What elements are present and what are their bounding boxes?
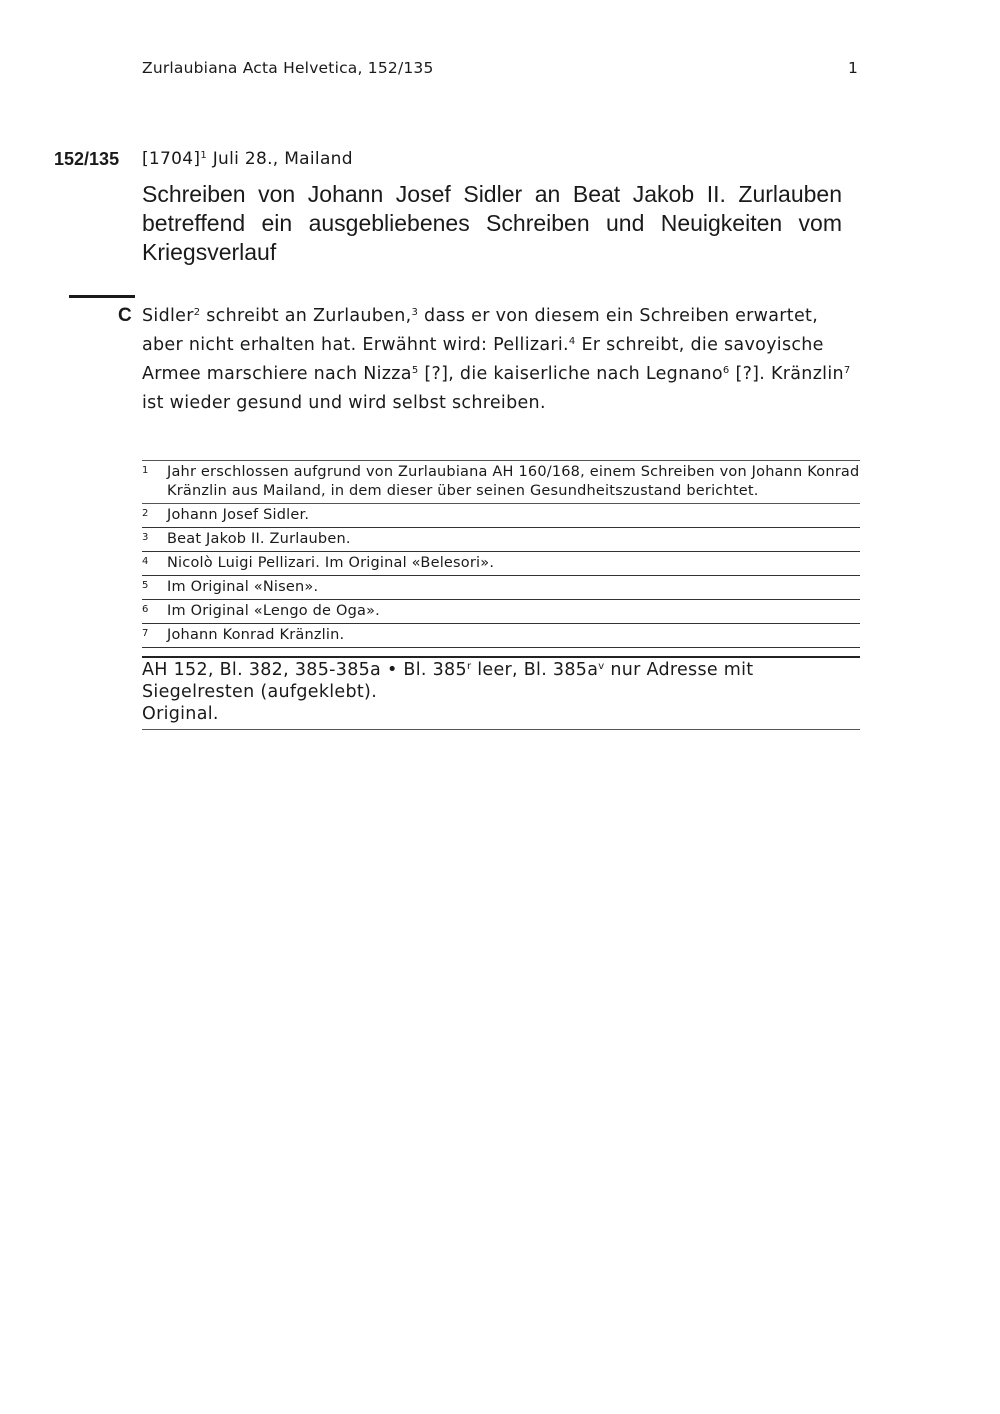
footnote-ref-5: 5 bbox=[411, 365, 419, 376]
footnote bbox=[142, 528, 860, 552]
footnote-ref-4: 4 bbox=[568, 336, 576, 347]
footnote-number: 1 bbox=[142, 465, 149, 476]
summary-part: [?], die kaiserliche nach Legnano bbox=[418, 364, 723, 384]
document-number bbox=[54, 149, 119, 170]
footnote bbox=[142, 600, 860, 624]
footnote-text: Jahr erschlossen aufgrund von Zurlaubiana AH 160/168, einem Schreiben von Johann Konrad Kränzlin aus Mailand, in dem dieser über seinen Gesundheitszustand berichtet. bbox=[167, 464, 860, 499]
summary-part: Sidler bbox=[142, 306, 194, 326]
footnote-text: Johann Konrad Kränzlin. bbox=[167, 627, 345, 643]
footnote-number: 4 bbox=[142, 556, 149, 567]
footnotes-list bbox=[142, 460, 860, 648]
summary-part: schreibt an Zurlauben, bbox=[200, 306, 412, 326]
footnote-text: Im Original «Nisen». bbox=[167, 579, 319, 595]
footnote-number: 6 bbox=[142, 604, 149, 615]
date-line bbox=[142, 149, 353, 169]
footnote-text: Johann Josef Sidler. bbox=[167, 507, 310, 523]
running-title: Zurlaubiana Acta Helvetica, 152/135 bbox=[142, 59, 434, 77]
footnote-ref-2: 2 bbox=[193, 307, 201, 318]
date-bracket: [1704] bbox=[142, 149, 201, 169]
footnote bbox=[142, 504, 860, 528]
document-number-suffix: /135 bbox=[84, 149, 120, 169]
footnote-number: 2 bbox=[142, 508, 149, 519]
verso-mark: v bbox=[598, 661, 605, 672]
footnote-text: Nicolò Luigi Pellizari. Im Original «Belesori». bbox=[167, 555, 495, 571]
footnote-ref-1: 1 bbox=[200, 150, 208, 161]
footnote-number: 3 bbox=[142, 532, 149, 543]
footnote bbox=[142, 552, 860, 576]
summary-text bbox=[142, 302, 852, 418]
footnote bbox=[142, 624, 860, 648]
source-part: AH 152, Bl. 382, 385-385a • Bl. 385 bbox=[142, 660, 467, 680]
footnote-ref-7: 7 bbox=[843, 365, 851, 376]
document-title: Schreiben von Johann Josef Sidler an Beat Jakob II. Zurlauben betreffend ein ausgebliebenes Schreiben und Neuigkeiten vom Kriegsverlauf bbox=[142, 181, 842, 265]
footnote-text: Im Original «Lengo de Oga». bbox=[167, 603, 380, 619]
footnote-number: 7 bbox=[142, 628, 149, 639]
footnote bbox=[142, 576, 860, 600]
section-divider bbox=[69, 295, 135, 298]
source-block bbox=[142, 656, 860, 730]
source-citation bbox=[142, 659, 860, 703]
source-type: Original. bbox=[142, 704, 219, 724]
document-number-prefix: 152 bbox=[54, 149, 85, 169]
footnote-number: 5 bbox=[142, 580, 149, 591]
source-part: leer, Bl. 385a bbox=[471, 660, 599, 680]
source-part: nur Adresse mit Siegelresten (aufgeklebt). bbox=[142, 660, 754, 702]
summary-part: ist wieder gesund und wird selbst schreiben. bbox=[142, 393, 546, 413]
footnote-text: Beat Jakob II. Zurlauben. bbox=[167, 531, 351, 547]
date-place: Juli 28., Mailand bbox=[212, 149, 353, 169]
page-number: 1 bbox=[848, 59, 858, 77]
footnote-ref-3: 3 bbox=[411, 307, 419, 318]
footnote-ref-6: 6 bbox=[722, 365, 730, 376]
recto-mark: r bbox=[466, 661, 472, 672]
summary-part: Er schreibt, die savoyische Armee marschiere nach Nizza bbox=[142, 335, 824, 384]
section-label: C bbox=[118, 305, 132, 326]
summary-part: [?]. Kränzlin bbox=[729, 364, 844, 384]
footnote bbox=[142, 461, 860, 504]
summary-part: dass er von diesem ein Schreiben erwartet, aber nicht erhalten hat. Erwähnt wird: Pellizari. bbox=[142, 306, 819, 355]
